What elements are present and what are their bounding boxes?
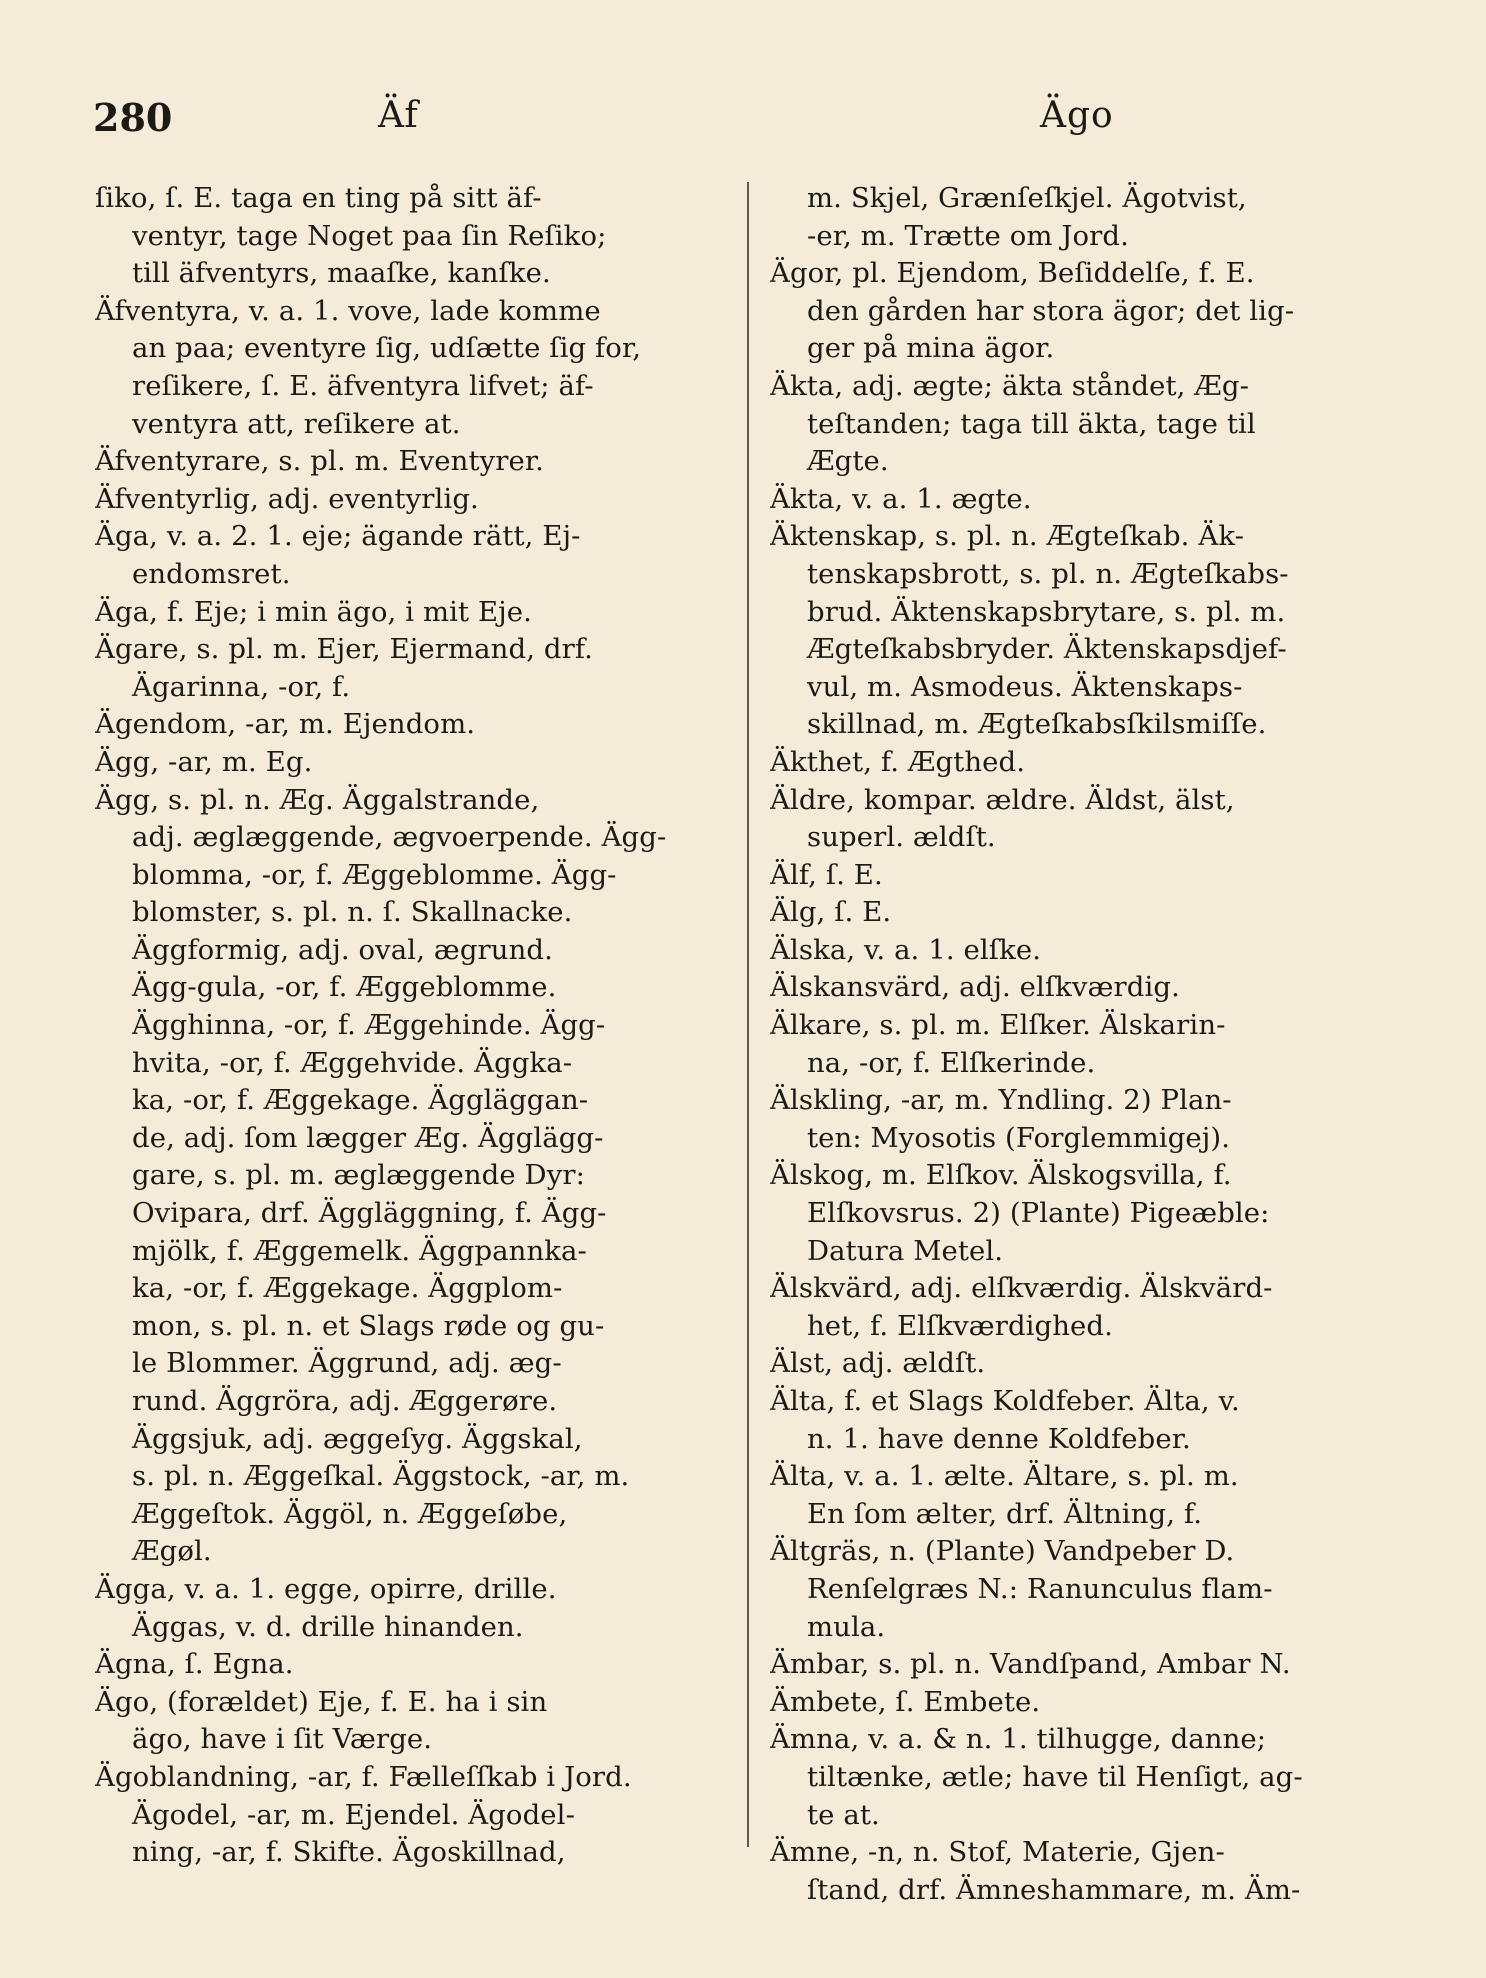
entry-line: Ägo, (forældet) Eje, f. E. ha i sin bbox=[95, 1685, 548, 1718]
entry-line: Älkare, s. pl. m. Elſker. Älskarin- bbox=[770, 1009, 1226, 1042]
entry-line: le Blommer. Äggrund, adj. æg- bbox=[132, 1347, 562, 1380]
entry-line: adj. æglæggende, ægvoerpende. Ägg- bbox=[132, 821, 667, 854]
entry-line: den gården har stora ägor; det lig- bbox=[807, 294, 1295, 327]
entry-line: Ägoblandning, -ar, f. Fælleſſkab i Jord. bbox=[95, 1760, 632, 1793]
entry-line: superl. ældſt. bbox=[807, 821, 996, 854]
entry-line: Älg, ſ. E. bbox=[770, 896, 892, 929]
entry-line: Ægte. bbox=[807, 445, 889, 478]
entry-line: Ägga, v. a. 1. egge, opirre, drille. bbox=[95, 1572, 557, 1605]
entry-line: Ægteſkabsbryder. Äktenskapsdjef- bbox=[807, 633, 1287, 666]
entry-line: skillnad, m. Ægteſkabsſkilsmiſſe. bbox=[807, 708, 1267, 741]
entry-line: ventyr, tage Noget paa ſin Reſiko; bbox=[132, 219, 607, 252]
entry-line: mon, s. pl. n. et Slags røde og gu- bbox=[132, 1309, 605, 1342]
entry-line: an paa; eventyre ſig, udſætte ſig for, bbox=[132, 332, 642, 365]
page-number: 280 bbox=[93, 95, 173, 140]
column-divider bbox=[747, 182, 749, 1847]
entry-line: Ovipara, drf. Äggläggning, f. Ägg- bbox=[132, 1197, 607, 1230]
entry-line: Äga, f. Eje; i min ägo, i mit Eje. bbox=[95, 595, 533, 628]
entry-line: Ämne, -n, n. Stof, Materie, Gjen- bbox=[770, 1836, 1225, 1869]
entry-line: ger på mina ägor. bbox=[807, 332, 1055, 365]
entry-line: Älskog, m. Elſkov. Älskogsvilla, f. bbox=[770, 1159, 1232, 1192]
entry-line: de, adj. ſom lægger Æg. Ägglägg- bbox=[132, 1121, 604, 1154]
entry-line: ventyra att, reſikere at. bbox=[132, 407, 461, 440]
entry-line: n. 1. have denne Koldfeber. bbox=[807, 1422, 1191, 1455]
entry-line: mjölk, f. Æggemelk. Äggpannka- bbox=[132, 1234, 587, 1267]
entry-line: na, -or, f. Elſkerinde. bbox=[807, 1046, 1096, 1079]
entry-line: endomsret. bbox=[132, 557, 291, 590]
entry-line: ſiko, ſ. E. taga en ting på sitt äf- bbox=[95, 182, 542, 214]
entry-line: Älska, v. a. 1. elſke. bbox=[770, 933, 1042, 966]
entry-line: brud. Äktenskapsbrytare, s. pl. m. bbox=[807, 595, 1286, 628]
entry-line: teſtanden; taga till äkta, tage til bbox=[807, 407, 1256, 440]
entry-line: Datura Metel. bbox=[807, 1234, 1004, 1267]
entry-line: gare, s. pl. m. æglæggende Dyr: bbox=[132, 1159, 585, 1192]
entry-line: Älta, f. et Slags Koldfeber. Älta, v. bbox=[770, 1385, 1240, 1417]
entry-line: Äfventyra, v. a. 1. vove, lade komme bbox=[95, 294, 601, 327]
entry-line: Ämbete, ſ. Embete. bbox=[770, 1685, 1041, 1718]
entry-line: till äfventyrs, maaſke, kanſke. bbox=[132, 257, 551, 290]
running-head-right: Ägo bbox=[1040, 95, 1114, 136]
entry-line: rund. Äggröra, adj. Æggerøre. bbox=[132, 1385, 558, 1417]
entry-line: Ägarinna, -or, f. bbox=[132, 670, 351, 703]
entry-line: Ämna, v. a. & n. 1. tilhugge, danne; bbox=[770, 1723, 1267, 1756]
right-column bbox=[770, 180, 1400, 1909]
entry-line: Äfventyrlig, adj. eventyrlig. bbox=[95, 482, 479, 515]
entry-line: hvita, -or, f. Æggehvide. Äggka- bbox=[132, 1046, 573, 1079]
entry-line: mula. bbox=[807, 1610, 886, 1643]
entry-line: Ägghinna, -or, f. Æggehinde. Ägg- bbox=[132, 1009, 606, 1042]
entry-line: Æggeſtok. Äggöl, n. Æggeſøbe, bbox=[132, 1497, 568, 1530]
entry-line: Älskansvärd, adj. elſkværdig. bbox=[770, 971, 1180, 1004]
entry-line: Elſkovsrus. 2) (Plante) Pigeæble: bbox=[807, 1197, 1270, 1230]
entry-line: ning, -ar, f. Skifte. Ägoskillnad, bbox=[132, 1836, 566, 1869]
entry-line: Äfventyrare, s. pl. m. Eventyrer. bbox=[95, 445, 544, 478]
entry-line: Äkta, v. a. 1. ægte. bbox=[770, 482, 1032, 515]
entry-line: En ſom ælter, drf. Ältning, f. bbox=[807, 1497, 1203, 1530]
entry-line: Älst, adj. ældſt. bbox=[770, 1347, 986, 1380]
entry-line: Äkta, adj. ægte; äkta ståndet, Æg- bbox=[770, 369, 1249, 402]
entry-line: s. pl. n. Æggeſkal. Äggstock, -ar, m. bbox=[132, 1460, 630, 1493]
entry-line: Ältgräs, n. (Plante) Vandpeber D. bbox=[770, 1535, 1235, 1568]
entry-line: ägo, have i ſit Værge. bbox=[132, 1723, 433, 1756]
entry-line: Ägodel, -ar, m. Ejendel. Ägodel- bbox=[132, 1798, 575, 1831]
entry-line: Äktenskap, s. pl. n. Ægteſkab. Äk- bbox=[770, 520, 1245, 553]
entry-line: vul, m. Asmodeus. Äktenskaps- bbox=[807, 670, 1243, 703]
entry-line: te at. bbox=[807, 1798, 880, 1831]
entry-line: Äggas, v. d. drille hinanden. bbox=[132, 1610, 524, 1643]
entry-line: tenskapsbrott, s. pl. n. Ægteſkabs- bbox=[807, 557, 1289, 590]
entry-line: Ægøl. bbox=[132, 1535, 212, 1568]
entry-line: ka, -or, f. Æggekage. Äggplom- bbox=[132, 1272, 563, 1305]
running-head-left: Äf bbox=[378, 95, 419, 136]
entry-line: Älskling, -ar, m. Yndling. 2) Plan- bbox=[770, 1084, 1232, 1117]
entry-line: -er, m. Trætte om Jord. bbox=[807, 219, 1129, 252]
entry-line: Renſelgræs N.: Ranunculus flam- bbox=[807, 1572, 1273, 1605]
entry-line: Ägg, s. pl. n. Æg. Äggalstrande, bbox=[95, 783, 540, 816]
entry-line: blomster, s. pl. n. ſ. Skallnacke. bbox=[132, 896, 573, 929]
entry-line: Älta, v. a. 1. ælte. Ältare, s. pl. m. bbox=[770, 1460, 1239, 1493]
page-header bbox=[0, 95, 1486, 155]
entry-line: Älskvärd, adj. elſkværdig. Älskvärd- bbox=[770, 1272, 1273, 1305]
entry-line: Ägare, s. pl. m. Ejer, Ejermand, drf. bbox=[95, 633, 593, 666]
entry-line: Ägna, ſ. Egna. bbox=[95, 1648, 294, 1681]
left-column bbox=[95, 180, 725, 1872]
entry-line: Ägendom, -ar, m. Ejendom. bbox=[95, 708, 476, 741]
entry-line: ten: Myosotis (Forglemmigej). bbox=[807, 1121, 1231, 1154]
entry-line: Ägor, pl. Ejendom, Beſiddelſe, f. E. bbox=[770, 257, 1255, 290]
entry-line: ſtand, drf. Ämneshammare, m. Äm- bbox=[807, 1873, 1301, 1906]
entry-line: het, f. Elſkværdighed. bbox=[807, 1309, 1113, 1342]
entry-line: Äga, v. a. 2. 1. eje; ägande rätt, Ej- bbox=[95, 520, 581, 553]
entry-line: reſikere, ſ. E. äfventyra lifvet; äf- bbox=[132, 369, 594, 402]
entry-line: m. Skjel, Grænſeſkjel. Ägotvist, bbox=[807, 182, 1247, 214]
entry-line: blomma, -or, f. Æggeblomme. Ägg- bbox=[132, 858, 617, 891]
entry-line: tiltænke, ætle; have til Henſigt, ag- bbox=[807, 1760, 1303, 1793]
entry-line: Ämbar, s. pl. n. Vandſpand, Ambar N. bbox=[770, 1648, 1291, 1681]
entry-line: Äkthet, f. Ægthed. bbox=[770, 745, 1026, 778]
entry-line: ka, -or, f. Æggekage. Äggläggan- bbox=[132, 1084, 589, 1117]
entry-line: Ägg-gula, -or, f. Æggeblomme. bbox=[132, 971, 557, 1004]
entry-line: Äggsjuk, adj. æggeſyg. Äggskal, bbox=[132, 1422, 583, 1455]
entry-line: Äggformig, adj. oval, ægrund. bbox=[132, 933, 553, 966]
entry-line: Äldre, kompar. ældre. Äldst, älst, bbox=[770, 783, 1235, 816]
entry-line: Älf, ſ. E. bbox=[770, 858, 883, 891]
entry-line: Ägg, -ar, m. Eg. bbox=[95, 745, 313, 778]
